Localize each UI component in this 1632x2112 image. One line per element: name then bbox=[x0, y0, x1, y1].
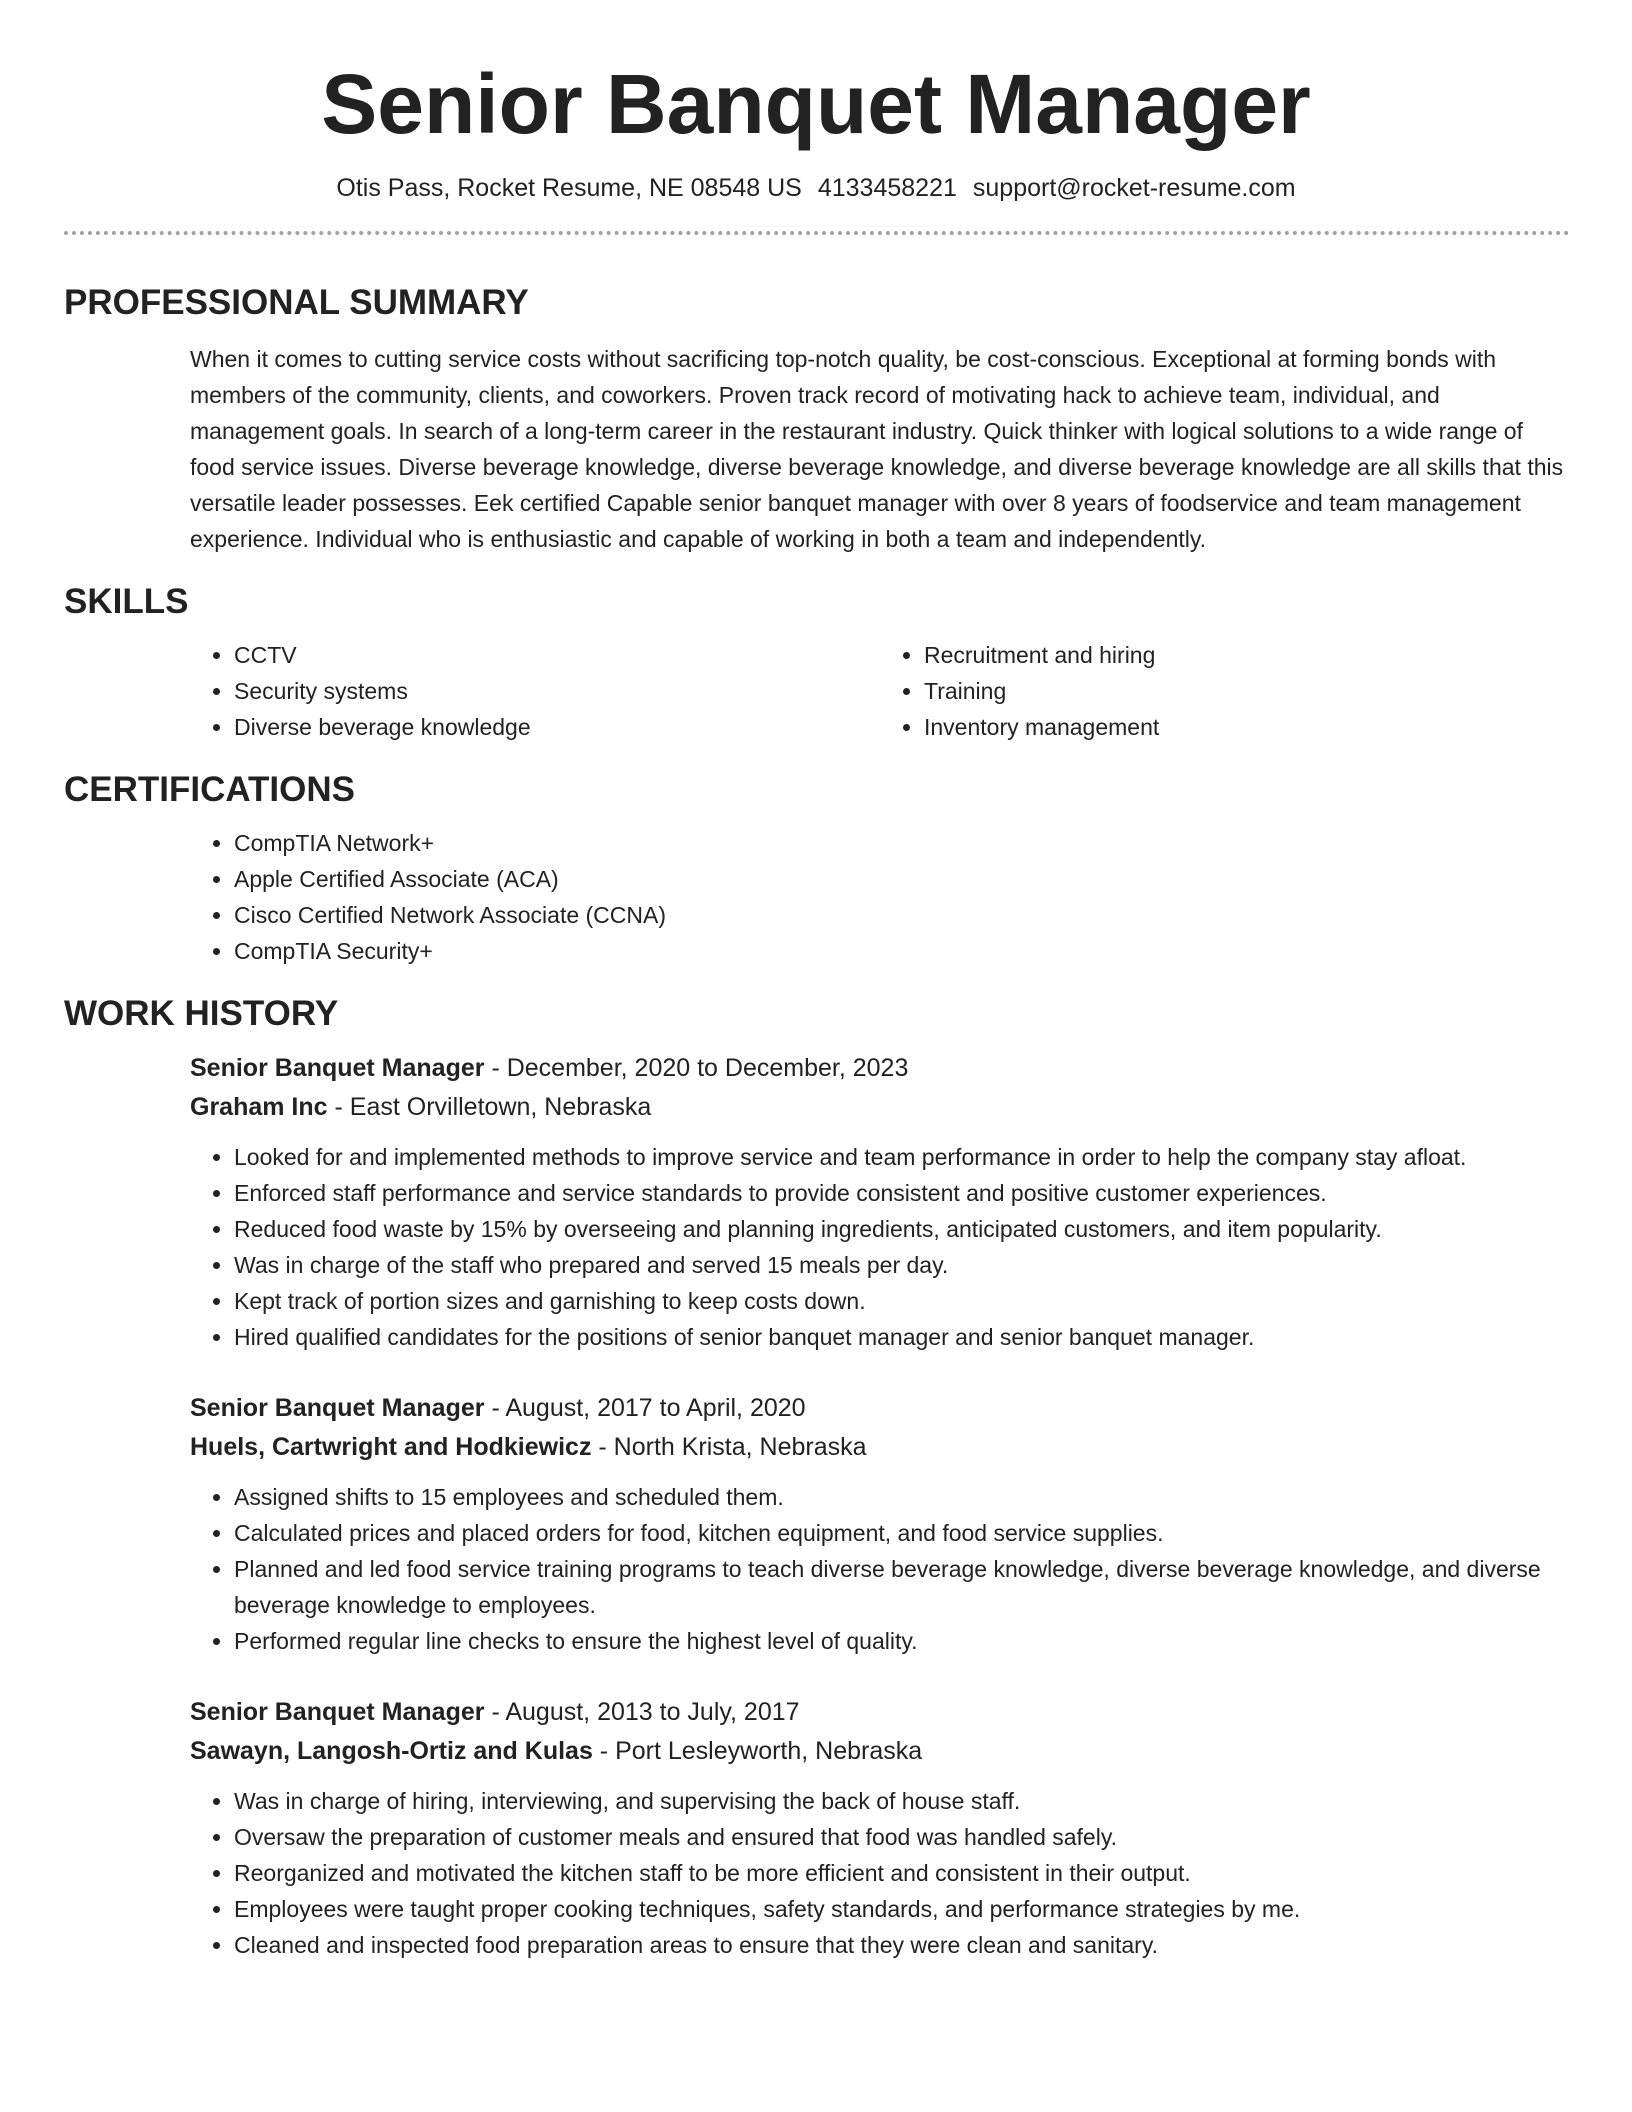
separator: - bbox=[484, 1394, 506, 1422]
skills-list-left bbox=[190, 637, 880, 745]
certification-item: • Apple Certified Associate (ACA) bbox=[234, 861, 1570, 897]
section-title-work-history: WORK HISTORY bbox=[64, 994, 339, 1033]
job-bullet: • Looked for and implemented methods to improve service and team performance in order to help the company stay afloat. bbox=[234, 1139, 1570, 1175]
certifications-section bbox=[64, 769, 1570, 969]
job-title-line bbox=[190, 1693, 1570, 1732]
job-company-line bbox=[190, 1732, 1570, 1771]
separator: - bbox=[484, 1054, 507, 1082]
job-title: Senior Banquet Manager bbox=[190, 1394, 485, 1422]
job-bullet: • Was in charge of the staff who prepared and served 15 meals per day. bbox=[234, 1247, 1570, 1283]
certification-item: • CompTIA Network+ bbox=[234, 825, 1570, 861]
work-history-section bbox=[64, 993, 1570, 1963]
skills-section bbox=[64, 581, 1570, 745]
resume-header bbox=[0, 0, 1632, 235]
job-location: Port Lesleyworth, Nebraska bbox=[615, 1737, 923, 1765]
job-bullet: • Cleaned and inspected food preparation areas to ensure that they were clean and sanitary. bbox=[234, 1927, 1570, 1963]
contact-email: support@rocket-resume.com bbox=[972, 174, 1296, 202]
summary-text: When it comes to cutting service costs without sacrificing top-notch quality, be cost-conscious. Exceptional at forming bonds with members of the community, clients, and coworkers. Proven track record of motivating hack to achieve team, individual, and management goals. In search of a long-term career in the restaurant industry. Quick thinker with logical solutions to a wide range of food service issues. Diverse beverage knowledge, diverse beverage knowledge, and diverse beverage knowledge are all skills that this versatile leader possesses. Eek certified Capable senior banquet manager with over 8 years of foodservice and team management experience. Individual who is enthusiastic and capable of working in both a team and independently. bbox=[190, 346, 1564, 552]
separator: - bbox=[591, 1433, 614, 1461]
job-dates: December, 2020 to December, 2023 bbox=[506, 1054, 909, 1082]
professional-summary-section bbox=[64, 282, 1570, 557]
job-location: North Krista, Nebraska bbox=[613, 1433, 867, 1461]
certification-item: • CompTIA Security+ bbox=[234, 933, 1570, 969]
separator: - bbox=[592, 1737, 616, 1765]
job-bullet: • Performed regular line checks to ensure the highest level of quality. bbox=[234, 1623, 1570, 1659]
job-bullets bbox=[190, 1479, 1570, 1659]
job-bullet: • Oversaw the preparation of customer meals and ensured that food was handled safely. bbox=[234, 1819, 1570, 1855]
job-dates: August, 2017 to April, 2020 bbox=[505, 1394, 806, 1422]
job-bullets bbox=[190, 1783, 1570, 1963]
section-title-certifications: CERTIFICATIONS bbox=[64, 770, 356, 809]
job-bullet: • Employees were taught proper cooking techniques, safety standards, and performance strategies by me. bbox=[234, 1891, 1570, 1927]
job-bullet: • Calculated prices and placed orders for food, kitchen equipment, and food service supplies. bbox=[234, 1515, 1570, 1551]
job-company: Graham Inc bbox=[190, 1093, 328, 1121]
skill-item: • Recruitment and hiring bbox=[924, 637, 1570, 673]
resume-name: Senior Banquet Manager bbox=[321, 57, 1311, 151]
job-company: Sawayn, Langosh-Ortiz and Kulas bbox=[190, 1737, 593, 1765]
job-company-line bbox=[190, 1088, 1570, 1127]
job-bullet: • Reduced food waste by 15% by overseeing and planning ingredients, anticipated customers, and item popularity. bbox=[234, 1211, 1570, 1247]
job-company: Huels, Cartwright and Hodkiewicz bbox=[190, 1433, 592, 1461]
job-bullets bbox=[190, 1139, 1570, 1355]
job-title: Senior Banquet Manager bbox=[190, 1698, 485, 1726]
job-bullet: • Planned and led food service training programs to teach diverse beverage knowledge, diverse beverage knowledge, and diverse beverage knowledge to employees. bbox=[234, 1551, 1570, 1623]
contact-phone: 4133458221 bbox=[817, 174, 957, 202]
contact-line bbox=[0, 173, 1632, 203]
certifications-list bbox=[190, 825, 1570, 969]
skill-item: • Security systems bbox=[234, 673, 880, 709]
separator: - bbox=[327, 1093, 350, 1121]
job-entry bbox=[190, 1049, 1570, 1355]
skill-item: • CCTV bbox=[234, 637, 880, 673]
job-bullet: • Reorganized and motivated the kitchen staff to be more efficient and consistent in their output. bbox=[234, 1855, 1570, 1891]
job-bullet: • Hired qualified candidates for the positions of senior banquet manager and senior banquet manager. bbox=[234, 1319, 1570, 1355]
contact-address: Otis Pass, Rocket Resume, NE 08548 US bbox=[336, 174, 802, 202]
skills-list-right bbox=[880, 637, 1570, 745]
job-bullet: • Kept track of portion sizes and garnishing to keep costs down. bbox=[234, 1283, 1570, 1319]
section-title-summary: PROFESSIONAL SUMMARY bbox=[64, 283, 529, 322]
certification-item: • Cisco Certified Network Associate (CCNA) bbox=[234, 897, 1570, 933]
job-entry bbox=[190, 1389, 1570, 1659]
skill-item: • Inventory management bbox=[924, 709, 1570, 745]
skill-item: • Diverse beverage knowledge bbox=[234, 709, 880, 745]
job-bullet: • Enforced staff performance and service standards to provide consistent and positive customer experiences. bbox=[234, 1175, 1570, 1211]
separator: - bbox=[484, 1698, 506, 1726]
job-bullet: • Was in charge of hiring, interviewing, and supervising the back of house staff. bbox=[234, 1783, 1570, 1819]
skill-item: • Training bbox=[924, 673, 1570, 709]
job-entry bbox=[190, 1693, 1570, 1963]
job-bullet: • Assigned shifts to 15 employees and scheduled them. bbox=[234, 1479, 1570, 1515]
job-company-line bbox=[190, 1428, 1570, 1467]
job-title: Senior Banquet Manager bbox=[190, 1054, 485, 1082]
header-divider bbox=[64, 231, 1570, 235]
job-title-line bbox=[190, 1389, 1570, 1428]
job-location: East Orvilletown, Nebraska bbox=[349, 1093, 652, 1121]
job-title-line bbox=[190, 1049, 1570, 1088]
section-title-skills: SKILLS bbox=[64, 582, 189, 621]
job-dates: August, 2013 to July, 2017 bbox=[505, 1698, 800, 1726]
